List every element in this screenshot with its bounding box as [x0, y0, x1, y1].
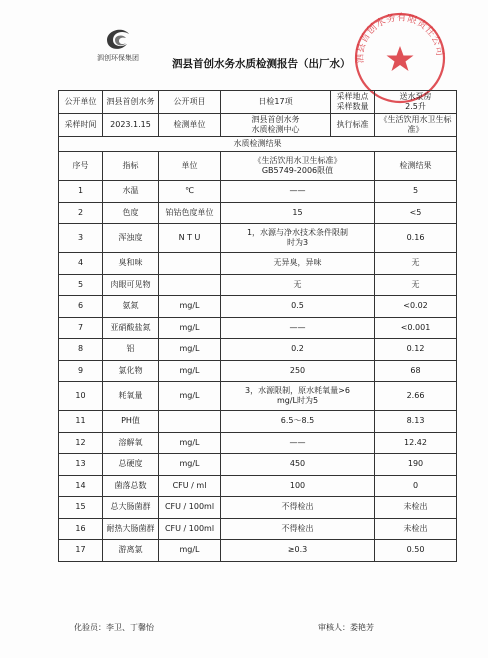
indicator-cell: 溶解氧 — [103, 432, 159, 454]
table-row — [59, 360, 457, 382]
table-row — [59, 339, 457, 361]
seq-cell: 2 — [59, 202, 103, 224]
seq-cell: 12 — [59, 432, 103, 454]
header-cell: 检测单位 — [159, 114, 221, 137]
seq-cell: 4 — [59, 253, 103, 275]
seq-cell: 14 — [59, 475, 103, 497]
header-row — [59, 114, 457, 137]
company-logo — [88, 26, 148, 63]
water-quality-table — [58, 90, 457, 562]
indicator-cell: 氨氮 — [103, 296, 159, 318]
table-row — [59, 540, 457, 562]
header-cell: 2023.1.15 — [103, 114, 159, 137]
limit-cell: —— — [221, 317, 375, 339]
indicator-cell: 菌落总数 — [103, 475, 159, 497]
unit-cell: mg/L — [159, 540, 221, 562]
result-cell: 8.13 — [375, 411, 457, 433]
table-row — [59, 224, 457, 253]
unit-cell — [159, 253, 221, 275]
result-cell: 68 — [375, 360, 457, 382]
limit-cell: —— — [221, 181, 375, 203]
report-title: 泗县首创水务水质检测报告（出厂水） — [172, 58, 351, 70]
indicator-cell: PH值 — [103, 411, 159, 433]
limit-cell: 不得检出 — [221, 497, 375, 519]
unit-cell: mg/L — [159, 382, 221, 411]
result-cell: 0.16 — [375, 224, 457, 253]
column-header: 指标 — [103, 152, 159, 181]
svg-text:泗县首创水务有限责任公司: 泗县首创水务有限责任公司 — [354, 12, 446, 64]
limit-cell: 250 — [221, 360, 375, 382]
unit-cell: ℃ — [159, 181, 221, 203]
limit-cell: 1，水源与净水技术条件限制 时为3 — [221, 224, 375, 253]
indicator-cell: 铝 — [103, 339, 159, 361]
unit-cell: CFU / 100ml — [159, 497, 221, 519]
seq-cell: 16 — [59, 518, 103, 540]
limit-cell: —— — [221, 432, 375, 454]
result-cell: <0.02 — [375, 296, 457, 318]
indicator-cell: 氯化物 — [103, 360, 159, 382]
seq-cell: 10 — [59, 382, 103, 411]
unit-cell: 铂钴色度单位 — [159, 202, 221, 224]
limit-cell: 无异臭，异味 — [221, 253, 375, 275]
result-cell: <5 — [375, 202, 457, 224]
inspectors-line: 化验员：李卫、丁馨怡 — [74, 623, 154, 632]
limit-cell: 100 — [221, 475, 375, 497]
header-cell: 泗县首创水务 水质检测中心 — [221, 114, 331, 137]
table-row — [59, 382, 457, 411]
header-row — [59, 91, 457, 114]
indicator-cell: 亚硝酸盐氮 — [103, 317, 159, 339]
result-cell: 无 — [375, 253, 457, 275]
header-cell: 采样时间 — [59, 114, 103, 137]
table-row — [59, 181, 457, 203]
unit-cell — [159, 411, 221, 433]
indicator-cell: 色度 — [103, 202, 159, 224]
column-header: 单位 — [159, 152, 221, 181]
unit-cell: CFU / 100ml — [159, 518, 221, 540]
column-header: 序号 — [59, 152, 103, 181]
header-cell: 送水泵房 2.5升 — [375, 91, 457, 114]
result-cell: 0.50 — [375, 540, 457, 562]
section-title-row — [59, 137, 457, 152]
header-cell: 公开项目 — [159, 91, 221, 114]
unit-cell: mg/L — [159, 296, 221, 318]
seq-cell: 15 — [59, 497, 103, 519]
seq-cell: 9 — [59, 360, 103, 382]
seq-cell: 6 — [59, 296, 103, 318]
table-row — [59, 253, 457, 275]
seq-cell: 11 — [59, 411, 103, 433]
table-row — [59, 432, 457, 454]
result-cell: 未检出 — [375, 497, 457, 519]
table-row — [59, 518, 457, 540]
indicator-cell: 浑浊度 — [103, 224, 159, 253]
header-cell: 《生活饮用水卫生标准》 — [375, 114, 457, 137]
limit-cell: 不得检出 — [221, 518, 375, 540]
unit-cell: N T U — [159, 224, 221, 253]
indicator-cell: 臭和味 — [103, 253, 159, 275]
indicator-cell: 总硬度 — [103, 454, 159, 476]
table-row — [59, 411, 457, 433]
limit-cell: 450 — [221, 454, 375, 476]
indicator-cell: 水温 — [103, 181, 159, 203]
seq-cell: 3 — [59, 224, 103, 253]
unit-cell: CFU / ml — [159, 475, 221, 497]
indicator-cell: 耗氧量 — [103, 382, 159, 411]
result-cell: 12.42 — [375, 432, 457, 454]
indicator-cell: 耐热大肠菌群 — [103, 518, 159, 540]
table-row — [59, 454, 457, 476]
table-row — [59, 317, 457, 339]
table-row — [59, 497, 457, 519]
result-cell: 2.66 — [375, 382, 457, 411]
limit-cell: 15 — [221, 202, 375, 224]
seq-cell: 7 — [59, 317, 103, 339]
seq-cell: 5 — [59, 274, 103, 296]
unit-cell: mg/L — [159, 432, 221, 454]
result-cell: <0.001 — [375, 317, 457, 339]
logo-name: 泗创环保集团 — [97, 54, 139, 62]
logo-mark-icon — [101, 26, 135, 52]
header-cell: 泗县首创水务 — [103, 91, 159, 114]
column-header: 《生活饮用水卫生标准》 GB5749-2006限值 — [221, 152, 375, 181]
result-cell: 无 — [375, 274, 457, 296]
header-cell: 执行标准 — [331, 114, 375, 137]
limit-cell: 无 — [221, 274, 375, 296]
column-header: 检测结果 — [375, 152, 457, 181]
reviewer-line: 审核人：娄艳芳 — [318, 623, 374, 632]
indicator-cell: 总大肠菌群 — [103, 497, 159, 519]
header-cell: 日检17项 — [221, 91, 331, 114]
limit-cell: 6.5～8.5 — [221, 411, 375, 433]
table-row — [59, 274, 457, 296]
result-cell: 190 — [375, 454, 457, 476]
unit-cell: mg/L — [159, 339, 221, 361]
result-cell: 0 — [375, 475, 457, 497]
table-row — [59, 475, 457, 497]
section-title: 水质检测结果 — [59, 137, 457, 152]
seq-cell: 17 — [59, 540, 103, 562]
header-cell: 采样地点 采样数量 — [331, 91, 375, 114]
limit-cell: 0.2 — [221, 339, 375, 361]
result-cell: 5 — [375, 181, 457, 203]
limit-cell: 0.5 — [221, 296, 375, 318]
limit-cell: 3，水源限制，原水耗氧量>6 mg/L时为5 — [221, 382, 375, 411]
indicator-cell: 游离氯 — [103, 540, 159, 562]
indicator-cell: 肉眼可见物 — [103, 274, 159, 296]
unit-cell: mg/L — [159, 454, 221, 476]
unit-cell: mg/L — [159, 360, 221, 382]
unit-cell: mg/L — [159, 317, 221, 339]
result-cell: 未检出 — [375, 518, 457, 540]
header-cell: 公开单位 — [59, 91, 103, 114]
seq-cell: 1 — [59, 181, 103, 203]
unit-cell — [159, 274, 221, 296]
result-cell: 0.12 — [375, 339, 457, 361]
seq-cell: 13 — [59, 454, 103, 476]
column-header-row — [59, 152, 457, 181]
limit-cell: ≥0.3 — [221, 540, 375, 562]
table-row — [59, 296, 457, 318]
table-row — [59, 202, 457, 224]
seq-cell: 8 — [59, 339, 103, 361]
